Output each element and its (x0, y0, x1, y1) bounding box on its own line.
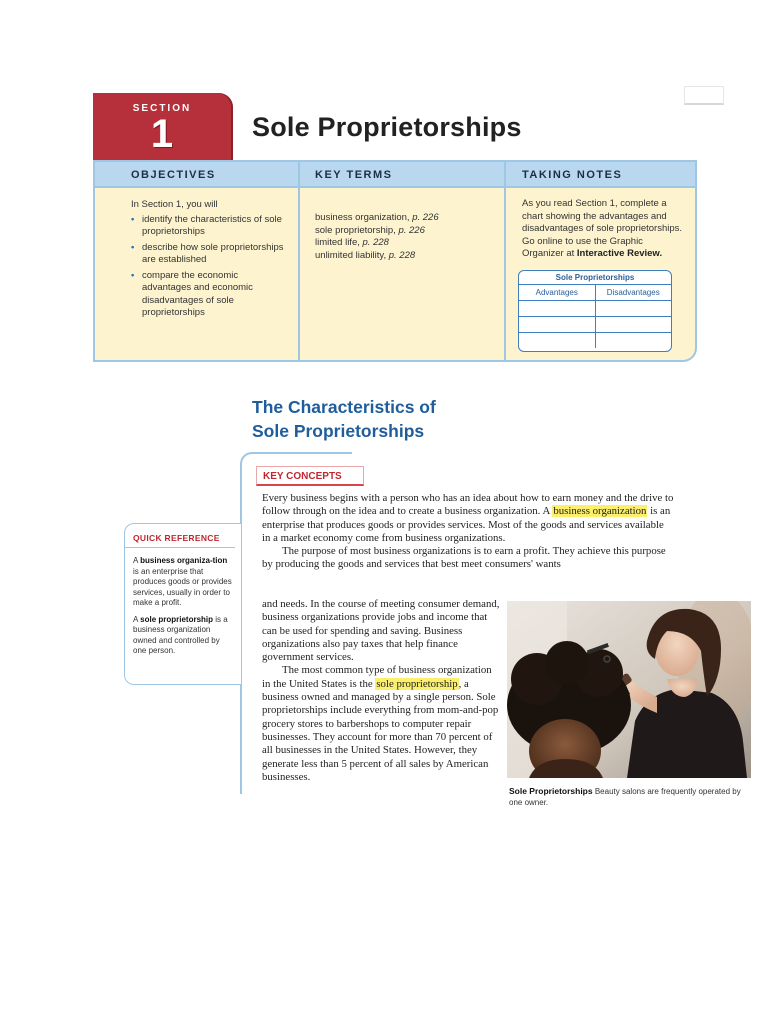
table-cell (596, 301, 672, 316)
paragraph: The purpose of most business organizations is to earn a profit. They achieve this purpose by producing the goods and services that best meet consumers' wants (262, 545, 666, 571)
taking-notes-column (506, 162, 695, 360)
highlight-business-organization[interactable]: business organization (553, 505, 647, 518)
advantages-header: Advantages (519, 285, 596, 300)
objectives-heading: OBJECTIVES (95, 162, 298, 188)
section-word: SECTION (132, 103, 192, 114)
photo-caption (509, 786, 749, 808)
body-text-column (262, 598, 500, 784)
section-overview-panel (93, 160, 697, 362)
bullet-icon: • (131, 213, 135, 225)
interactive-review-link[interactable]: Interactive Review. (576, 248, 663, 259)
objectives-intro: In Section 1, you will (131, 199, 218, 210)
section-badge (93, 93, 231, 160)
bullet-icon: • (131, 269, 135, 281)
bullet-icon: • (131, 241, 135, 253)
table-cell (519, 301, 596, 316)
table-cell (596, 317, 672, 332)
page-corner-box (684, 86, 724, 105)
paragraph: and needs. In the course of meeting consumer demand, business organizations provide jobs and income that can be used for spending and saving. Business organizations also pay taxes that help finance government services. (262, 598, 500, 664)
quick-reference-entry: A sole proprietorship is a business organization owned and controlled by one person. (133, 614, 228, 655)
key-term[interactable]: unlimited liability, p. 228 (315, 249, 416, 261)
list-item: • describe how sole proprietorships are established (131, 241, 284, 265)
caption-text: Beauty salons are frequently operated by one owner. (509, 787, 741, 807)
key-concepts-label: KEY CONCEPTS (256, 466, 364, 486)
caption-title: Sole Proprietorships (509, 786, 593, 796)
salon-photo (507, 601, 751, 778)
key-term[interactable]: limited life, p. 228 (315, 237, 389, 248)
graphic-organizer-table (518, 270, 672, 352)
objectives-list (131, 214, 286, 320)
quick-reference-title: QUICK REFERENCE (125, 524, 235, 548)
key-term[interactable]: business organization, p. 226 (315, 212, 439, 223)
objectives-column (95, 162, 300, 360)
body-text-top (262, 492, 674, 572)
table-cell (519, 333, 596, 348)
quick-reference-entry: A business organiza-tion is an enterprise that produces goods or provides services, usually in order to make a profit. (133, 556, 232, 607)
list-item: • compare the economic advantages and economic disadvantages of sole proprietorships (131, 269, 253, 318)
paragraph: The most common type of business organization in the United States is the sole proprietorship, a business owned and managed by a single person. Sole proprietorships include everything from mom-and-pop grocery stores to barbershops to computer repair businesses. They account for more than 70 percent of all businesses in the United States. However, they generate less than 5 percent of all sales by American businesses. (262, 664, 499, 783)
disadvantages-header: Disadvantages (606, 288, 660, 297)
taking-notes-text: As you read Section 1, complete a chart showing the advantages and disadvantages of sole proprietorships. Go online to use the Graphic Organizer at (522, 198, 683, 259)
hair-stylist-illustration (507, 601, 751, 778)
table-cell (596, 333, 672, 348)
graphic-organizer-title: Sole Proprietorships (519, 271, 671, 285)
quick-reference-box (124, 523, 241, 685)
table-cell (519, 317, 596, 332)
highlight-sole-proprietorship[interactable]: sole proprietorship (376, 677, 458, 690)
main-heading: The Characteristics of Sole Proprietorships (252, 397, 436, 441)
key-terms-heading: KEY TERMS (300, 162, 504, 188)
key-term[interactable]: sole proprietorship, p. 226 (315, 224, 425, 236)
list-item: • identify the characteristics of sole proprietorships (131, 213, 282, 237)
page-title: Sole Proprietorships (252, 112, 522, 142)
key-terms-column (300, 162, 506, 360)
taking-notes-heading: TAKING NOTES (506, 162, 695, 188)
paragraph: Every business begins with a person who has an idea about how to earn money and the drive to follow through on the idea and to create a business organization. A business organization is an enterprise that produces goods or provides services. Most of the goods and services available in a market economy come from business organizations. (262, 492, 674, 544)
section-number: 1 (150, 112, 174, 156)
